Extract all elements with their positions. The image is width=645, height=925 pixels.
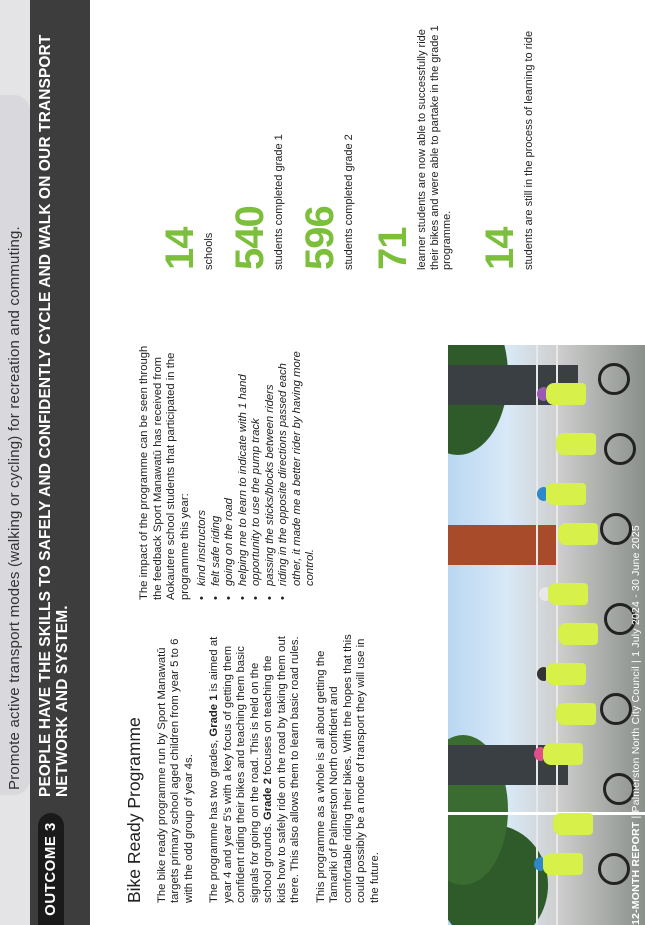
stat-learners	[373, 10, 454, 270]
stat-label: students completed grade 1	[273, 134, 285, 270]
cyclist	[558, 623, 598, 645]
stat-still-learning	[480, 10, 536, 270]
helmet	[537, 387, 546, 401]
stat-value: 14	[478, 227, 522, 270]
feedback-item: • kind instructors	[196, 345, 210, 600]
feedback-item: • opportunity to use the pump track	[250, 345, 264, 600]
report-detail: | Palmerston North City Council | 1 July 2024 - 30 June 2025	[630, 525, 642, 822]
cyclist	[546, 483, 586, 505]
helmet	[539, 587, 548, 601]
photo-gap	[448, 812, 645, 815]
cyclist	[543, 853, 583, 875]
feedback-column	[118, 345, 318, 600]
stat-label: schools	[203, 232, 215, 270]
stat-grade1	[230, 10, 286, 270]
programme-paragraph-3: This programme as a whole is all about getting the Tamariki of Palmerston North confident and comfortable riding their bikes. With the hopes that this could possibly be a mode of transport they will use in the future.	[314, 634, 381, 903]
stat-label: students completed grade 2	[343, 134, 355, 270]
cyclist	[558, 523, 598, 545]
feedback-item: • felt safe riding	[210, 345, 224, 600]
stat-value: 596	[298, 206, 342, 270]
feedback-item: • passing the sticks/blocks between riders	[264, 345, 278, 600]
helmet	[534, 857, 543, 871]
cyclist	[543, 743, 583, 765]
stat-label: students are still in the process of learning to ride	[523, 30, 535, 270]
footer-text	[630, 525, 642, 925]
stat-value: 14	[158, 227, 202, 270]
feedback-intro: The impact of the programme can be seen through the feedback Sport Manawatū has received from Aokautere school students that participated in the programme this year:	[138, 345, 191, 600]
photo-pillar	[448, 525, 558, 565]
helmet	[537, 667, 546, 681]
stat-grade2	[300, 10, 356, 270]
stat-label: learner students are now able to successfully ride their bikes and were able to partake in the grade 1 programme.	[416, 25, 453, 270]
feedback-item: • helping me to learn to indicate with 1 hand	[237, 345, 251, 600]
cyclist	[548, 583, 588, 605]
report-label: 12-MONTH REPORT	[630, 821, 642, 925]
stat-value: 71	[371, 227, 415, 270]
group-photo-cyclists	[448, 345, 645, 925]
feedback-item: • riding in the opposite directions passed each other, it made me a better rider by having more control.	[277, 345, 318, 600]
footer	[628, 0, 645, 925]
grade-2-label: Grade 2	[262, 778, 274, 821]
bike-wheel	[598, 853, 630, 885]
cyclist	[556, 703, 596, 725]
helmet	[537, 487, 546, 501]
cyclist	[556, 433, 596, 455]
programme-paragraph-1: The bike ready programme run by Sport Manawatū targets primary school aged children from year 5 to 6 with the odd group of year 4s.	[155, 638, 195, 903]
outcome-headline: PEOPLE HAVE THE SKILLS TO SAFELY AND CONFIDENTLY CYCLE AND WALK ON OUR TRANSPORT NETWORK AND SYSTEM.	[37, 34, 71, 797]
cyclist	[546, 663, 586, 685]
stat-value: 540	[228, 206, 272, 270]
p2-text-a: The programme has two grades,	[208, 736, 220, 903]
programme-paragraph-2	[208, 633, 303, 903]
stat-schools	[160, 10, 216, 270]
grade-1-label: Grade 1	[208, 694, 220, 737]
tagline: Promote active transport modes (walking or cycling) for recreation and commuting.	[6, 226, 23, 790]
programme-column	[118, 633, 394, 903]
photo-rail	[536, 345, 538, 925]
helmet	[534, 747, 543, 761]
p2-text-b: is aimed at year 4 and year 5's with a key focus of getting them confident riding their bikes and teaching them basic signals for going on the road. This is held on the school grounds.	[208, 636, 274, 903]
feedback-list	[196, 345, 318, 600]
outcome-badge: OUTCOME 3	[38, 813, 64, 925]
bike-wheel	[598, 363, 630, 395]
feedback-item: • going on the road	[223, 345, 237, 600]
p2-text-c: focuses on teaching the kids how to safely ride on the road by taking them out there. This also allows them to learn basic road rules.	[262, 636, 301, 903]
cyclist	[546, 383, 586, 405]
section-title: Bike Ready Programme	[124, 717, 144, 903]
cyclist	[553, 813, 593, 835]
